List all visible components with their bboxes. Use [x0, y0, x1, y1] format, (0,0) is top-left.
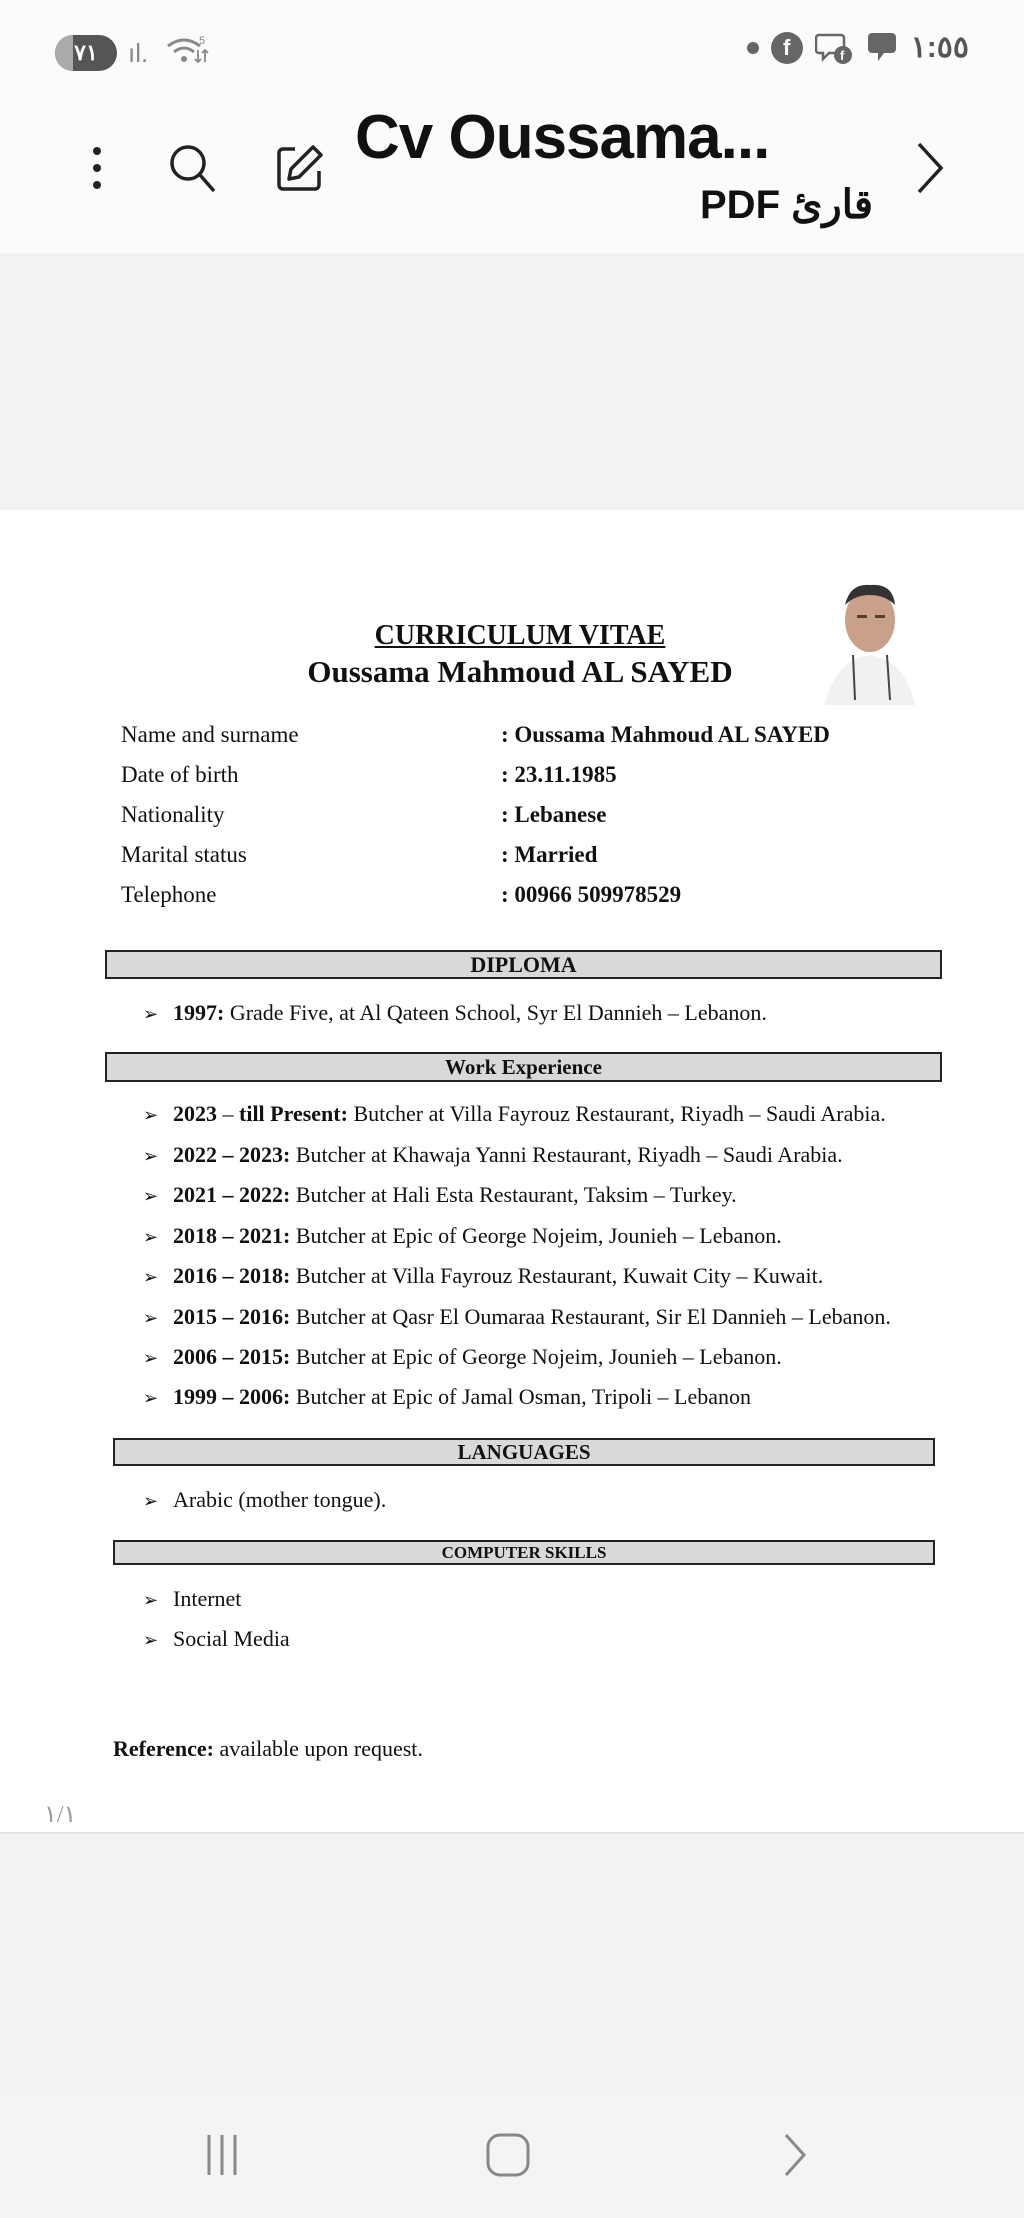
item-dash: – [217, 1101, 239, 1126]
search-button[interactable] [163, 138, 223, 198]
info-value: : Married [501, 842, 598, 867]
bullet-arrow-icon: ➢ [143, 1186, 159, 1206]
search-icon [166, 141, 220, 195]
bullet-arrow-icon: ➢ [143, 1267, 159, 1287]
skill-item [143, 1626, 290, 1652]
status-bar [0, 0, 1024, 110]
item-year: 2022 – 2023: [173, 1142, 291, 1167]
item-text: Butcher at Qasr El Oumaraa Restaurant, Sir El Dannieh – Lebanon. [290, 1304, 891, 1329]
item-year: 2018 – 2021: [173, 1223, 291, 1248]
back-button[interactable] [765, 2130, 825, 2180]
pdf-page[interactable] [0, 510, 1024, 1834]
app-subtitle: قارئ PDF [700, 183, 874, 227]
language-item [143, 1487, 386, 1513]
work-item [143, 1182, 737, 1208]
work-item [143, 1142, 843, 1168]
bullet-arrow-icon: ➢ [143, 1004, 159, 1024]
page-indicator: ١/١ [44, 1802, 77, 1828]
item-text: Social Media [173, 1626, 290, 1651]
home-icon [485, 2132, 531, 2178]
bullet-arrow-icon: ➢ [143, 1308, 159, 1328]
info-label: Name and surname [121, 722, 299, 747]
recent-apps-button[interactable] [192, 2130, 252, 2180]
item-text: Internet [173, 1586, 242, 1611]
viewer-background [0, 253, 1024, 510]
reference-text: available upon request. [213, 1736, 423, 1761]
cv-heading: CURRICULUM VITAE [374, 620, 666, 651]
info-label: Marital status [121, 842, 247, 867]
item-text: Butcher at Epic of Jamal Osman, Tripoli – Lebanon [290, 1384, 752, 1409]
info-label: Nationality [121, 802, 225, 827]
svg-text:5: 5 [199, 35, 206, 47]
battery-level: ٧١ [74, 40, 98, 65]
item-text: Butcher at Khawaja Yanni Restaurant, Riyadh – Saudi Arabia. [290, 1142, 843, 1167]
section-header-work-experience: Work Experience [105, 1052, 942, 1082]
item-year: 2016 – 2018: [173, 1263, 291, 1288]
bullet-arrow-icon: ➢ [143, 1491, 159, 1511]
wifi-icon [165, 32, 209, 72]
info-value: : 23.11.1985 [501, 762, 617, 787]
bullet-arrow-icon: ➢ [143, 1630, 159, 1650]
clock: ١:٥٥ [910, 31, 969, 64]
item-text: Arabic (mother tongue). [173, 1487, 387, 1512]
skill-item [143, 1586, 241, 1612]
work-item [143, 1223, 782, 1249]
next-button[interactable] [900, 138, 960, 198]
info-value: : Lebanese [501, 802, 607, 827]
reference-label: Reference: [113, 1736, 214, 1761]
recent-apps-icon [202, 2133, 242, 2177]
bullet-arrow-icon: ➢ [143, 1146, 159, 1166]
home-button[interactable] [478, 2130, 538, 2180]
item-year: 1999 – 2006: [173, 1384, 291, 1409]
back-icon [780, 2132, 810, 2178]
item-text: Butcher at Epic of George Nojeim, Jounieh – Lebanon. [290, 1223, 782, 1248]
work-item [143, 1304, 891, 1330]
item-year: 2006 – 2015: [173, 1344, 291, 1369]
section-header-computer-skills: COMPUTER SKILLS [113, 1540, 935, 1565]
info-label: Date of birth [121, 762, 239, 787]
info-value: : Oussama Mahmoud AL SAYED [501, 722, 830, 747]
item-year: 2021 – 2022: [173, 1182, 291, 1207]
chevron-right-icon [915, 140, 945, 196]
bullet-arrow-icon: ➢ [143, 1227, 159, 1247]
section-header-languages: LANGUAGES [113, 1438, 935, 1466]
document-title: Cv Oussama... [355, 103, 770, 172]
bullet-arrow-icon: ➢ [143, 1388, 159, 1408]
info-value: : 00966 509978529 [501, 882, 682, 907]
work-item [143, 1101, 886, 1127]
profile-photo [815, 575, 925, 705]
signal-icon: ıl. [128, 38, 149, 68]
chat-bubble-icon [865, 31, 899, 65]
bullet-arrow-icon: ➢ [143, 1348, 159, 1368]
system-nav-bar [0, 2090, 1024, 2218]
edit-button[interactable] [270, 138, 330, 198]
item-text: Butcher at Villa Fayrouz Restaurant, Riyadh – Saudi Arabia. [347, 1101, 886, 1126]
item-period: till Present: [239, 1101, 348, 1126]
item-text: Butcher at Epic of George Nojeim, Jounieh – Lebanon. [290, 1344, 782, 1369]
bullet-arrow-icon: ➢ [143, 1590, 159, 1610]
item-year: 1997: [173, 1000, 225, 1025]
edit-icon [273, 141, 327, 195]
messenger-facebook-icon [815, 31, 853, 65]
section-header-diploma: DIPLOMA [105, 950, 942, 979]
item-year: 2015 – 2016: [173, 1304, 291, 1329]
battery-indicator [55, 35, 117, 71]
work-item [143, 1263, 823, 1289]
facebook-icon: f [771, 32, 803, 64]
more-options-button[interactable] [67, 138, 127, 198]
item-text: Butcher at Hali Esta Restaurant, Taksim – Turkey. [290, 1182, 737, 1207]
work-item [143, 1344, 782, 1370]
reference-line [113, 1736, 423, 1762]
item-text: Butcher at Villa Fayrouz Restaurant, Kuwait City – Kuwait. [290, 1263, 824, 1288]
cv-name: Oussama Mahmoud AL SAYED [307, 654, 733, 689]
bullet-arrow-icon: ➢ [143, 1105, 159, 1125]
diploma-item [143, 1000, 767, 1026]
notification-dot-icon [747, 42, 759, 54]
work-item [143, 1384, 751, 1410]
more-vertical-icon [87, 143, 107, 193]
svg-text:f: f [839, 47, 844, 63]
app-toolbar [0, 103, 1024, 255]
item-year: 2023 [173, 1101, 217, 1126]
info-label: Telephone [121, 882, 217, 907]
item-text: Grade Five, at Al Qateen School, Syr El Dannieh – Lebanon. [224, 1000, 767, 1025]
